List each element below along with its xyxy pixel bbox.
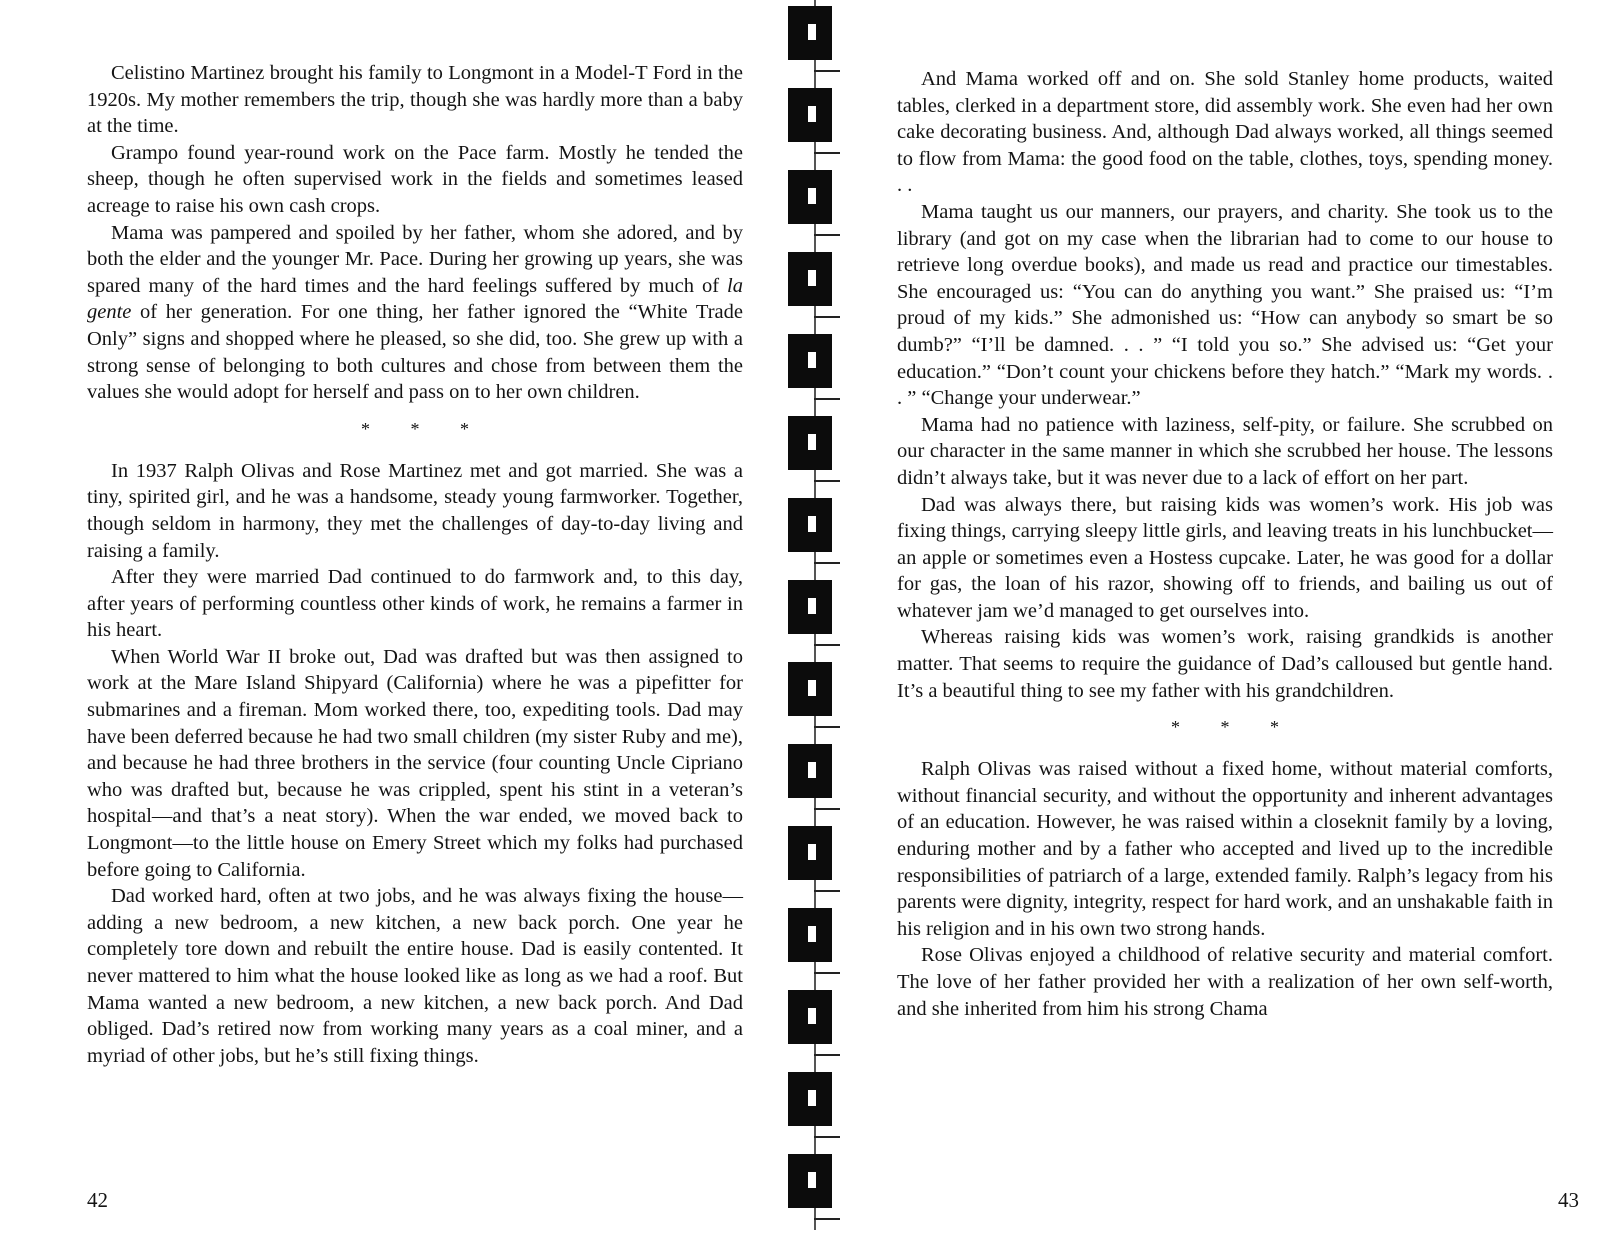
paragraph-mama (87, 220, 743, 406)
left-page (0, 0, 790, 1255)
right-text-column (897, 66, 1553, 1022)
left-text-column (87, 60, 743, 1069)
section-separator: * * * (1171, 717, 1297, 738)
section-separator: * * * (361, 418, 487, 439)
paragraph: Grampo found year-round work on the Pace farm. Mostly he tended the sheep, though he often supervised work in the fields and sometimes leased acreage to raise his own cash crops. (87, 141, 743, 217)
paragraph: Ralph Olivas was raised without a fixed home, without material comforts, without financial security, and without the opportunity and inherent advantages of an education. However, he was raised within a closeknit family by a loving, enduring mother and by a father who accepted and lived up to the incredible responsibilities of patriarch of a large, extended family. Ralph’s legacy from his parents were dignity, integrity, respect for hard work, and an unshakable faith in his religion and in his own two strong hands. (897, 758, 1553, 940)
paragraph: Whereas raising kids was women’s work, raising grandkids is another matter. That seems to require the guidance of Dad’s calloused but gentle hand. It’s a beautiful thing to see my father with his grandchildren. (897, 626, 1553, 702)
paragraph: Mama taught us our manners, our prayers, and charity. She took us to the library (and got on my case when the librarian had to come to our house to retrieve long overdue books), and made us read and practice our timestables. She encouraged us: “You can do anything you want.” She praised us: “I’m proud of my kids.” She admonished us: “How can anybody so smart be so dumb?” “I’ll be damned. . . ” “I told you so.” She advised us: “Get your education.” “Don’t count your chickens before they hatch.” “Mark my words. . . ” “Change your underwear.” (897, 200, 1553, 410)
paragraph: Dad was always there, but raising kids was women’s work. His job was fixing things, carrying sleepy little girls, and leaving treats in his lunchbucket—an apple or sometimes even a Hostess cupcake. Later, he was good for a dollar for gas, the loan of his razor, showing off to friends, and bailing us out of whatever jam we’d managed to get ourselves into. (897, 493, 1553, 622)
paragraph: Dad worked hard, often at two jobs, and he was always fixing the house—adding a new bedroom, a new kitchen, a new back porch. One year he completely tore down and rebuilt the entire house. Dad is easily contented. It never mattered to him what the house looked like as long as we had a roof. But Mama wanted a new bedroom, a new kitchen, a new back porch. And Dad obliged. Dad’s retired now from working many years as a coal miner, and a myriad of other jobs, but he’s still fixing things. (87, 885, 743, 1067)
paragraph: When World War II broke out, Dad was drafted but was then assigned to work at the Mare Island Shipyard (California) where he was a pipefitter for submarines and a fireman. Mom worked there, too, expediting tools. Dad may have been deferred because he had two small children (my sister Ruby and me), and because he had three brothers in the service (four counting Uncle Cipriano who was drafted but, because he was crippled, spent his stint in a veteran’s hospital—and that’s a neat story). When the war ended, we moved back to Longmont—to the little house on Emery Street which my folks had purchased before going to California. (87, 645, 743, 881)
italic-phrase: la gente (87, 274, 743, 324)
paragraph: Mama had no patience with laziness, self-pity, or failure. She scrubbed on our character in the same manner in which she scrubbed her house. The lessons didn’t always take, but it was never due to a lack of effort on her part. (897, 413, 1553, 489)
right-page (790, 0, 1618, 1255)
page-number: 42 (87, 1188, 108, 1212)
paragraph: And Mama worked off and on. She sold Stanley home products, waited tables, clerked in a department store, did assembly work. She even had her own cake decorating business. And, although Dad always worked, all things seemed to flow from Mama: the good food on the table, clothes, toys, spending money. . . (897, 68, 1553, 197)
text-run: of her generation. For one thing, her father ignored the “White Trade Only” signs and shopped where he pleased, so she did, too. She grew up with a strong sense of belonging to both cultures and chose from between them the values she would adopt for herself and pass on to her own children. (87, 301, 743, 404)
paragraph: After they were married Dad continued to do farmwork and, to this day, after years of performing countless other kinds of work, he remains a farmer in his heart. (87, 566, 743, 642)
paragraph: In 1937 Ralph Olivas and Rose Martinez met and got married. She was a tiny, spirited girl, and he was a handsome, steady young farmworker. Together, though seldom in harmony, they met the challenges of day-to-day living and raising a family. (87, 459, 743, 562)
paragraph: Celistino Martinez brought his family to Longmont in a Model-T Ford in the 1920s. My mother remembers the trip, though she was hardly more than a baby at the time. (87, 62, 743, 138)
page-number: 43 (1558, 1188, 1579, 1212)
text-run: Mama was pampered and spoiled by her father, whom she adored, and by both the elder and the younger Mr. Pace. During her growing up years, she was spared many of the hard times and the hard feelings suffered by much of (87, 221, 743, 297)
paragraph: Rose Olivas enjoyed a childhood of relative security and material comfort. The love of her father provided her with a realization of her own self-worth, and she inherited from him his strong Chama (897, 944, 1553, 1020)
